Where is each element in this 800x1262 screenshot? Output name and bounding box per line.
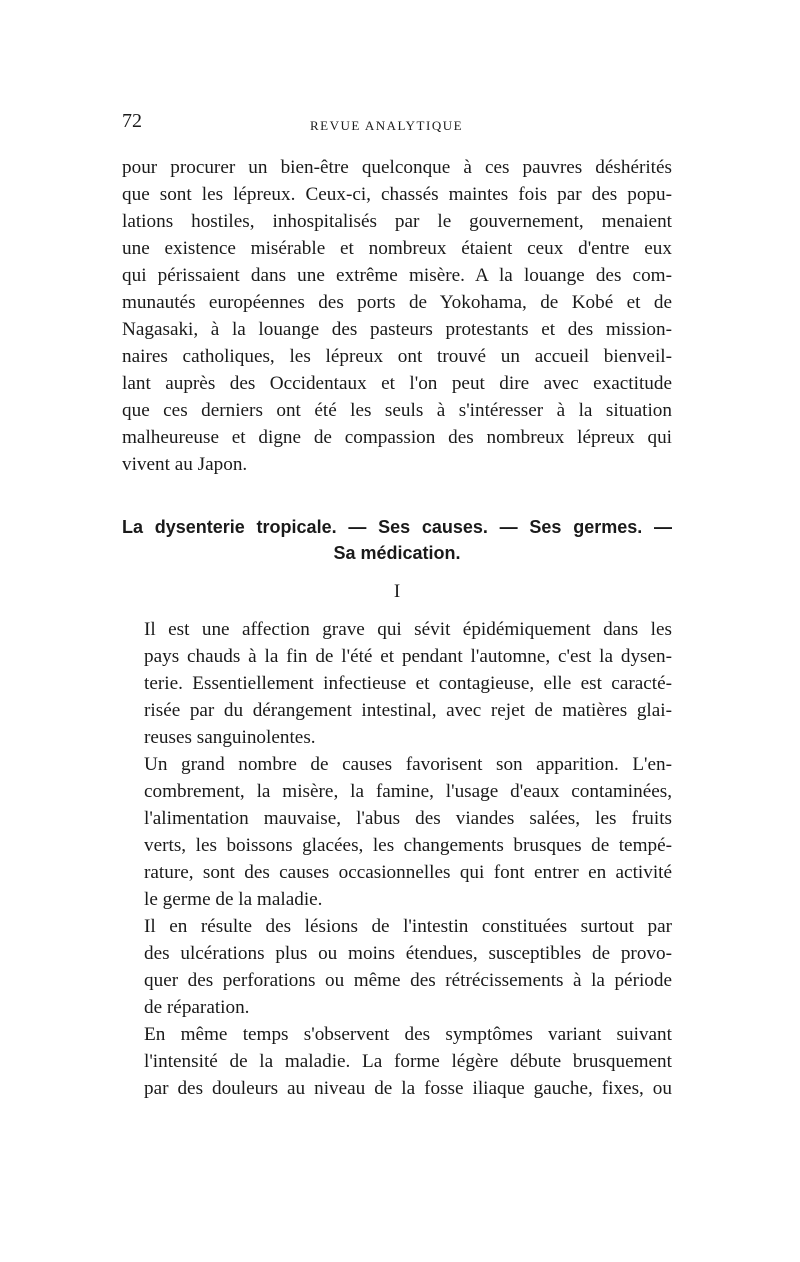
text-line: l'alimentation mauvaise, l'abus des viandes salées, les fruits	[144, 808, 672, 829]
text-line: risée par du dérangement intestinal, avec rejet de matières glai-	[144, 700, 672, 721]
text-line: Nagasaki, à la louange des pasteurs protestants et des mission-	[122, 319, 672, 340]
section-number: I	[393, 581, 401, 602]
text-line: lations hostiles, inhospitalisés par le gouvernement, menaient	[122, 211, 672, 232]
paragraph-leprosy-conclusion	[122, 154, 672, 478]
text-line: l'intensité de la maladie. La forme légère débute brusquement	[144, 1051, 672, 1072]
text-line: lant auprès des Occidentaux et l'on peut dire avec exactitude	[122, 373, 672, 394]
text-line: une existence misérable et nombreux étaient ceux d'entre eux	[122, 238, 672, 259]
text-line: Un grand nombre de causes favorisent son apparition. L'en-	[144, 754, 672, 775]
paragraph-dysentery-lesions	[122, 913, 672, 1021]
section-heading-line-1: La dysenterie tropicale. — Ses causes. — Ses germes. —	[122, 517, 672, 537]
text-line: naires catholiques, les lépreux ont trouvé un accueil bienveil-	[122, 346, 672, 367]
page-number: 72	[122, 110, 142, 132]
text-line: de réparation.	[144, 997, 250, 1018]
text-line: Il est une affection grave qui sévit épidémiquement dans les	[144, 619, 672, 640]
text-line: munautés européennes des ports de Yokohama, de Kobé et de	[122, 292, 672, 313]
text-line: terie. Essentiellement infectieuse et contagieuse, elle est caracté-	[144, 673, 672, 694]
text-line: que ces derniers ont été les seuls à s'intéresser à la situation	[122, 400, 672, 421]
running-header	[122, 100, 672, 140]
text-line: pour procurer un bien-être quelconque à ces pauvres déshérités	[122, 157, 672, 178]
text-line: combrement, la misère, la famine, l'usage d'eaux contaminées,	[144, 781, 672, 802]
section-heading-line-2: Sa médication.	[333, 543, 461, 563]
section-heading	[122, 514, 672, 566]
text-line: des ulcérations plus ou moins étendues, susceptibles de provo-	[144, 943, 672, 964]
text-line: rature, sont des causes occasionnelles qui font entrer en activité	[144, 862, 672, 883]
text-line: qui périssaient dans une extrême misère. A la louange des com-	[122, 265, 672, 286]
text-line: vivent au Japon.	[122, 454, 248, 475]
paragraph-dysentery-causes	[122, 751, 672, 913]
text-line: reuses sanguinolentes.	[144, 727, 316, 748]
text-line: par des douleurs au niveau de la fosse iliaque gauche, fixes, ou	[144, 1078, 672, 1099]
text-line: Il en résulte des lésions de l'intestin constituées surtout par	[144, 916, 672, 937]
text-line: En même temps s'observent des symptômes variant suivant	[144, 1024, 672, 1045]
text-line: malheureuse et digne de compassion des nombreux lépreux qui	[122, 427, 672, 448]
running-title: REVUE ANALYTIQUE	[310, 118, 464, 133]
text-line: pays chauds à la fin de l'été et pendant l'automne, c'est la dysen-	[144, 646, 672, 667]
text-line: quer des perforations ou même des rétrécissements à la période	[144, 970, 672, 991]
document-page	[122, 100, 672, 1102]
paragraph-dysentery-symptoms	[122, 1021, 672, 1102]
text-line: que sont les lépreux. Ceux-ci, chassés maintes fois par des popu-	[122, 184, 672, 205]
text-line: verts, les boissons glacées, les changements brusques de tempé-	[144, 835, 672, 856]
paragraph-dysentery-definition	[122, 616, 672, 751]
text-line: le germe de la maladie.	[144, 889, 323, 910]
